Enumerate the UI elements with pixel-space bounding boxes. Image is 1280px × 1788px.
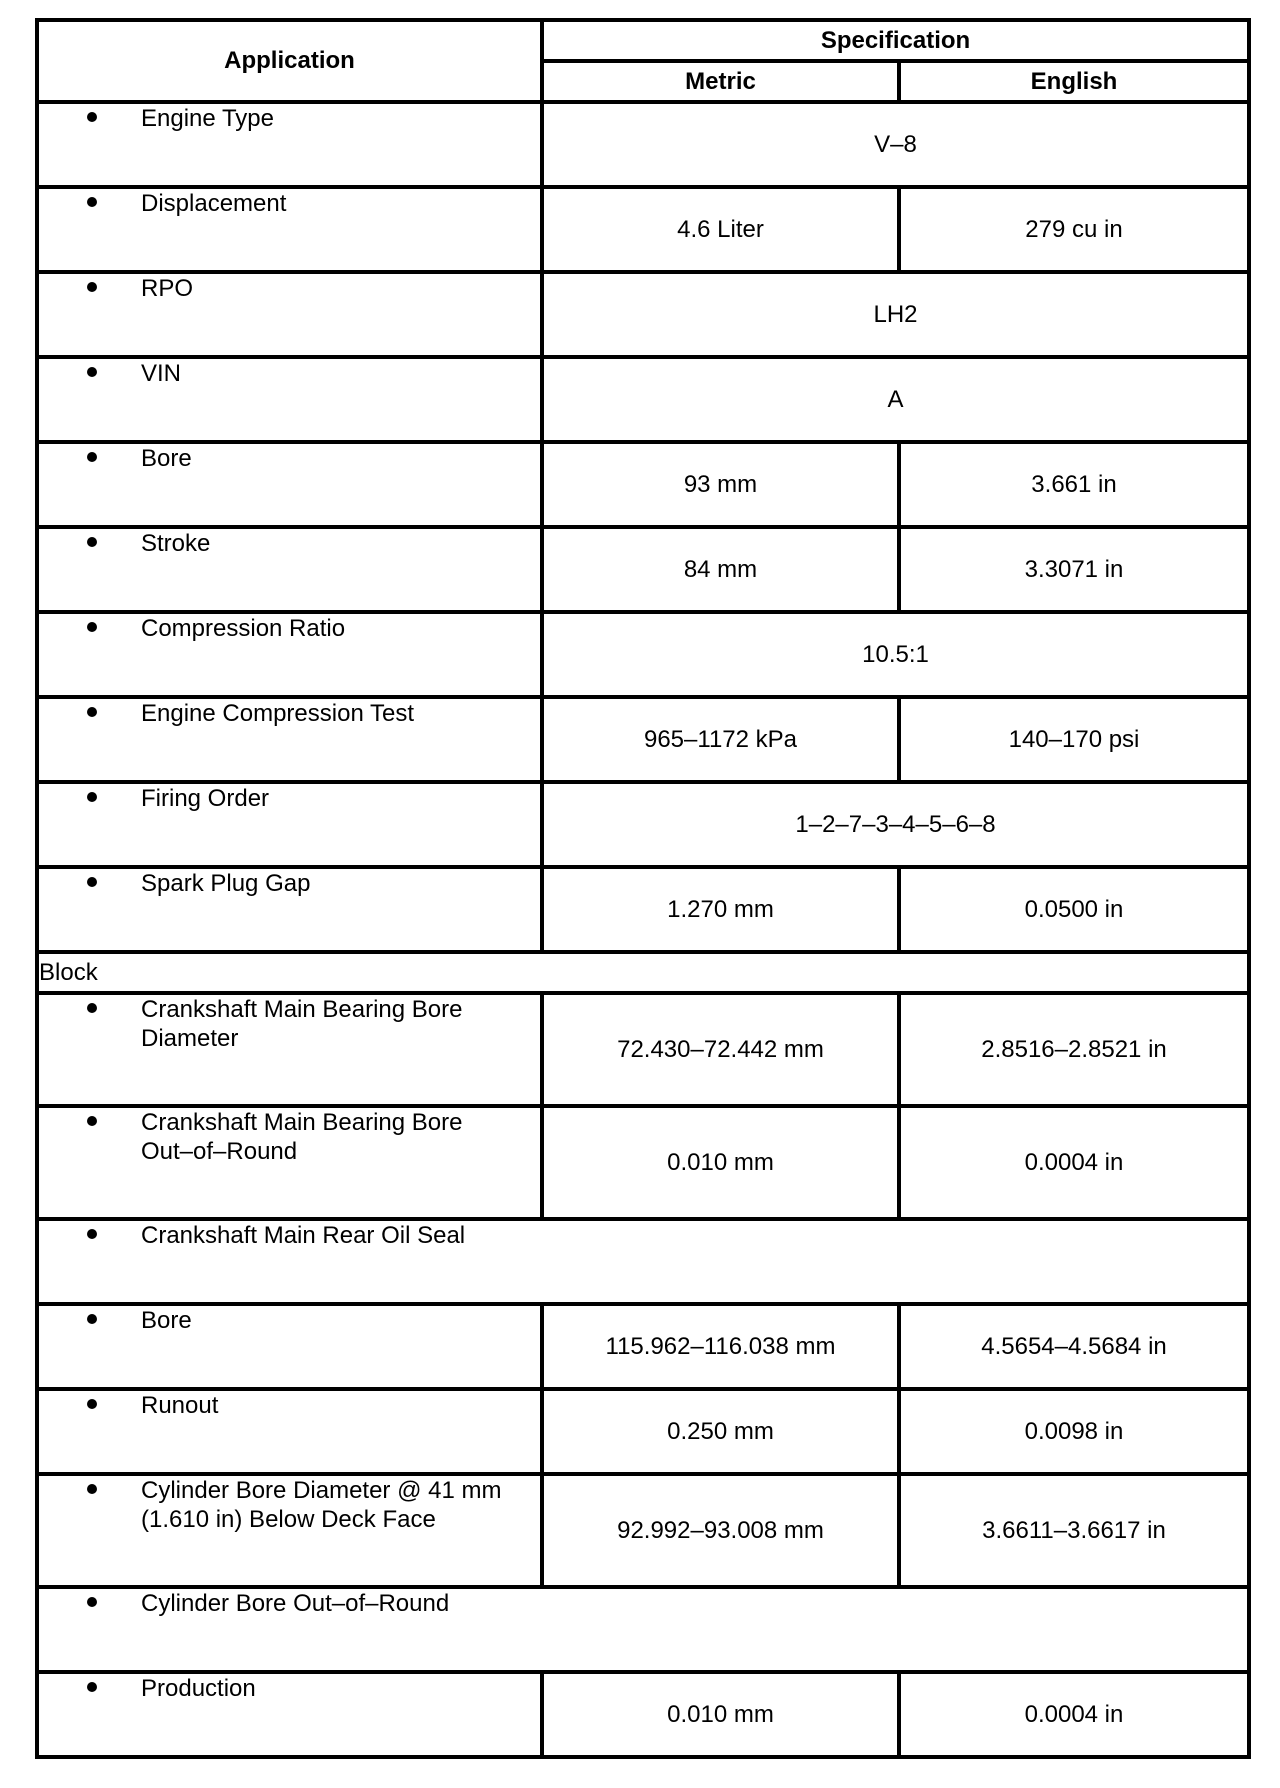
application-label: Spark Plug Gap [141,870,311,897]
application-cell [37,1106,542,1219]
spec-value: V–8 [542,102,1249,187]
application-label: Runout [141,1392,219,1419]
spec-value: LH2 [542,272,1249,357]
table-row [37,1304,1249,1389]
application-label: Stroke [141,530,211,557]
bullet-icon [39,444,97,473]
bullet-icon [39,995,97,1024]
metric-value: 1.270 mm [542,867,899,952]
application-label: Engine Compression Test [141,700,415,727]
table-row [37,612,1249,697]
bullet-icon [39,359,97,388]
table-row [37,782,1249,867]
table-row [37,527,1249,612]
application-label: Firing Order [141,785,270,812]
metric-value: 92.992–93.008 mm [542,1474,899,1587]
table-row [37,102,1249,187]
application-cell [37,697,542,782]
application-cell [37,867,542,952]
application-label: Crankshaft Main Bearing Bore Out–of–Round [141,1109,463,1165]
bullet-icon [39,1221,97,1250]
header-application: Application [37,20,542,102]
section-row [37,952,1249,993]
english-value: 0.0004 in [899,1106,1249,1219]
application-cell [37,1389,542,1474]
table-row [37,867,1249,952]
application-label: Crankshaft Main Rear Oil Seal [141,1222,466,1249]
bullet-icon [39,614,97,643]
table-row [37,1672,1249,1757]
english-value: 0.0098 in [899,1389,1249,1474]
english-value: 279 cu in [899,187,1249,272]
bullet-icon [39,1391,97,1420]
application-label: Bore [141,1307,192,1334]
application-label: RPO [141,275,194,302]
spec-value: 10.5:1 [542,612,1249,697]
header-specification: Specification [542,20,1249,61]
application-cell [37,1304,542,1389]
table-row [37,1587,1249,1672]
bullet-icon [39,529,97,558]
application-label: Cylinder Bore Diameter @ 41 mm (1.610 in) Below Deck Face [141,1477,502,1533]
metric-value: 965–1172 kPa [542,697,899,782]
application-cell [37,782,542,867]
metric-value: 4.6 Liter [542,187,899,272]
metric-value: 72.430–72.442 mm [542,993,899,1106]
application-cell [37,993,542,1106]
table-row [37,1389,1249,1474]
header-english: English [899,61,1249,102]
application-label: Engine Type [141,105,274,132]
table-row [37,697,1249,782]
bullet-icon [39,274,97,303]
table-row [37,1474,1249,1587]
table-row [37,1219,1249,1304]
section-title-block: Block [37,952,1249,993]
application-cell [37,1587,1249,1672]
metric-value: 84 mm [542,527,899,612]
table-row [37,187,1249,272]
application-label: Bore [141,445,192,472]
table-row [37,442,1249,527]
application-label: Cylinder Bore Out–of–Round [141,1590,450,1617]
english-value: 140–170 psi [899,697,1249,782]
table-row [37,272,1249,357]
application-cell [37,357,542,442]
header-metric: Metric [542,61,899,102]
spec-value: 1–2–7–3–4–5–6–8 [542,782,1249,867]
metric-value: 0.010 mm [542,1672,899,1757]
english-value: 2.8516–2.8521 in [899,993,1249,1106]
application-label: Crankshaft Main Bearing Bore Diameter [141,996,463,1052]
application-label: Production [141,1675,256,1702]
bullet-icon [39,1476,97,1505]
bullet-icon [39,1108,97,1137]
english-value: 4.5654–4.5684 in [899,1304,1249,1389]
bullet-icon [39,869,97,898]
application-cell [37,1219,1249,1304]
english-value: 3.3071 in [899,527,1249,612]
table-row [37,357,1249,442]
bullet-icon [39,1589,97,1618]
table-row [37,993,1249,1106]
english-value: 3.6611–3.6617 in [899,1474,1249,1587]
bullet-icon [39,784,97,813]
bullet-icon [39,1306,97,1335]
bullet-icon [39,699,97,728]
application-cell [37,272,542,357]
application-cell [37,1474,542,1587]
application-label: VIN [141,360,182,387]
metric-value: 93 mm [542,442,899,527]
metric-value: 0.250 mm [542,1389,899,1474]
application-label: Compression Ratio [141,615,346,642]
table-row [37,1106,1249,1219]
header-row-1 [37,20,1249,61]
bullet-icon [39,189,97,218]
application-cell [37,527,542,612]
metric-value: 115.962–116.038 mm [542,1304,899,1389]
bullet-icon [39,104,97,133]
spec-value: A [542,357,1249,442]
bullet-icon [39,1674,97,1703]
english-value: 3.661 in [899,442,1249,527]
english-value: 0.0500 in [899,867,1249,952]
application-cell [37,187,542,272]
application-cell [37,442,542,527]
application-cell [37,102,542,187]
application-cell [37,1672,542,1757]
application-label: Displacement [141,190,287,217]
metric-value: 0.010 mm [542,1106,899,1219]
english-value: 0.0004 in [899,1672,1249,1757]
engine-spec-table [35,18,1251,1759]
application-cell [37,612,542,697]
